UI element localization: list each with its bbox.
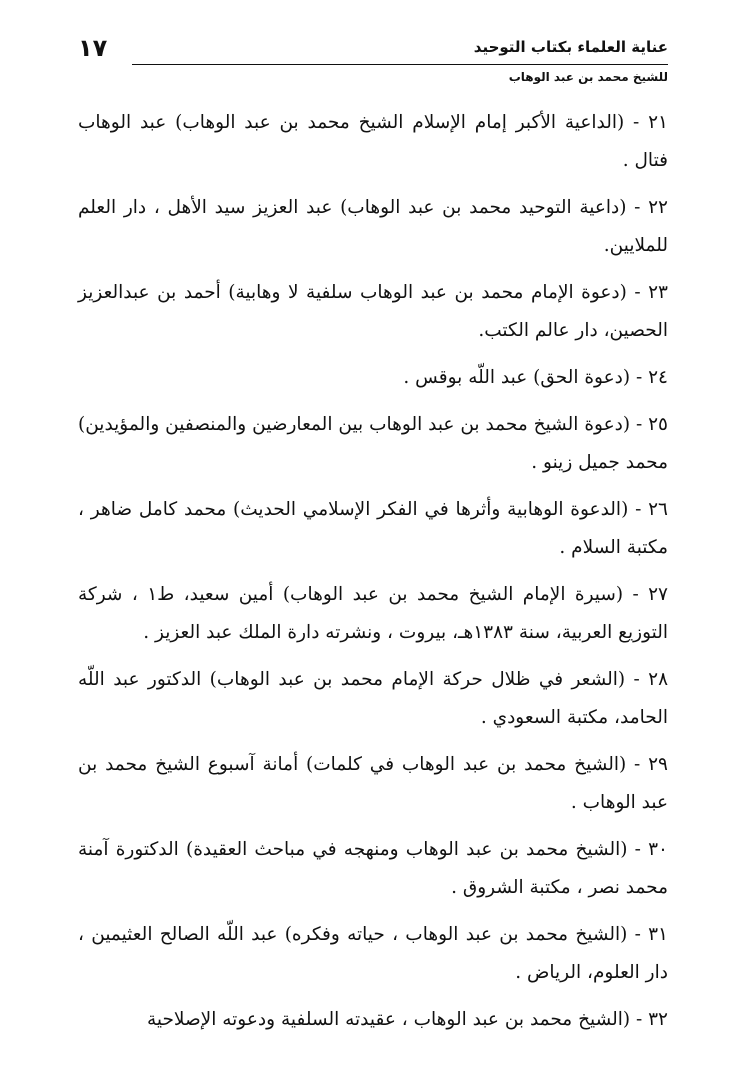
page-number: ١٧ [78,34,108,62]
list-item: ٢٧ - (سيرة الإمام الشيخ محمد بن عبد الوهاب) أمين سعيد، ط١ ، شركة التوزيع العربية، سنة ١٣٨٣هـ، بيروت ، ونشرته دارة الملك عبد العزيز . [78,584,668,643]
page-header [78,34,668,90]
list-item: ٣٢ - (الشيخ محمد بن عبد الوهاب ، عقيدته السلفية ودعوته الإصلاحية [146,1009,668,1030]
header-rule [132,64,668,65]
list-item: ٢٢ - (داعية التوحيد محمد بن عبد الوهاب) عبد العزيز سيد الأهل ، دار العلم للملايين. [78,197,668,256]
entry-number: ٣١ [648,924,668,945]
list-item: ٢٨ - (الشعر في ظلال حركة الإمام محمد بن عبد الوهاب) الدكتور عبد اللّه الحامد، مكتبة السعودي . [78,669,669,728]
list-item: ٢٤ - (دعوة الحق) عبد اللّه بوقس . [403,367,668,388]
entry-number: ٢٨ [648,669,669,690]
list-item: ٢١ - (الداعية الأكبر إمام الإسلام الشيخ محمد بن عبد الوهاب) عبد الوهاب فتال . [78,112,668,171]
entry-text: (دعوة الشيخ محمد بن عبد الوهاب بين المعارضين والمنصفين والمؤيدين) محمد جميل زينو . [78,414,668,473]
entry-number: ٣٢ [648,1009,668,1030]
entry-text: (الشيخ محمد بن عبد الوهاب في كلمات) أمانة آسبوع الشيخ محمد بن عبد الوهاب . [78,754,668,813]
entry-text: (دعوة الحق) عبد اللّه بوقس . [403,367,631,388]
entry-number: ٢٥ [648,414,668,435]
entry-text: (الشيخ محمد بن عبد الوهاب ومنهجه في مباحث العقيدة) الدكتورة آمنة محمد نصر ، مكتبة الشروق . [78,839,668,898]
entry-number: ٢٦ [648,499,668,520]
entry-number: ٢٣ [648,282,668,303]
entry-number: ٣٠ [648,839,668,860]
entry-text: (سيرة الإمام الشيخ محمد بن عبد الوهاب) أمين سعيد، ط١ ، شركة التوزيع العربية، سنة ١٣٨٣هـ، بيروت ، ونشرته دارة الملك عبد العزيز . [78,584,668,643]
running-title: عناية العلماء بكتاب التوحيد [473,38,668,56]
entry-text: (الداعية الأكبر إمام الإسلام الشيخ محمد بن عبد الوهاب) عبد الوهاب فتال . [78,112,668,171]
entry-text: (الشعر في ظلال حركة الإمام محمد بن عبد الوهاب) الدكتور عبد اللّه الحامد، مكتبة السعودي . [78,669,668,728]
entry-text: (داعية التوحيد محمد بن عبد الوهاب) عبد العزيز سيد الأهل ، دار العلم للملايين. [78,197,668,256]
entry-text: (دعوة الإمام محمد بن عبد الوهاب سلفية لا وهابية) أحمد بن عبدالعزيز الحصين، دار عالم الكتب. [78,282,668,341]
entry-text: (الدعوة الوهابية وأثرها في الفكر الإسلامي الحديث) محمد كامل ضاهر ، مكتبة السلام . [78,499,668,558]
entry-number: ٢١ [648,112,668,133]
entry-number: ٢٩ [648,754,668,775]
list-item: ٢٣ - (دعوة الإمام محمد بن عبد الوهاب سلفية لا وهابية) أحمد بن عبدالعزيز الحصين، دار عالم الكتب. [78,282,668,341]
entry-number: ٢٤ [648,367,668,388]
list-item: ٣١ - (الشيخ محمد بن عبد الوهاب ، حياته وفكره) عبد اللّه الصالح العثيمين ، دار العلوم، الرياض . [78,924,668,983]
entry-text: (الشيخ محمد بن عبد الوهاب ، عقيدته السلفية ودعوته الإصلاحية [146,1009,631,1030]
list-item: ٢٩ - (الشيخ محمد بن عبد الوهاب في كلمات) أمانة آسبوع الشيخ محمد بن عبد الوهاب . [78,754,668,813]
entry-text: (الشيخ محمد بن عبد الوهاب ، حياته وفكره) عبد اللّه الصالح العثيمين ، دار العلوم، الرياض . [78,924,668,983]
list-item: ٣٠ - (الشيخ محمد بن عبد الوهاب ومنهجه في مباحث العقيدة) الدكتورة آمنة محمد نصر ، مكتبة الشروق . [78,839,668,898]
bibliography-list [78,104,668,1048]
entry-number: ٢٧ [648,584,668,605]
entry-number: ٢٢ [648,197,668,218]
list-item: ٢٥ - (دعوة الشيخ محمد بن عبد الوهاب بين المعارضين والمنصفين والمؤيدين) محمد جميل زينو . [78,414,668,473]
running-subtitle: للشيخ محمد بن عبد الوهاب [508,70,668,84]
list-item: ٢٦ - (الدعوة الوهابية وأثرها في الفكر الإسلامي الحديث) محمد كامل ضاهر ، مكتبة السلام . [78,499,668,558]
